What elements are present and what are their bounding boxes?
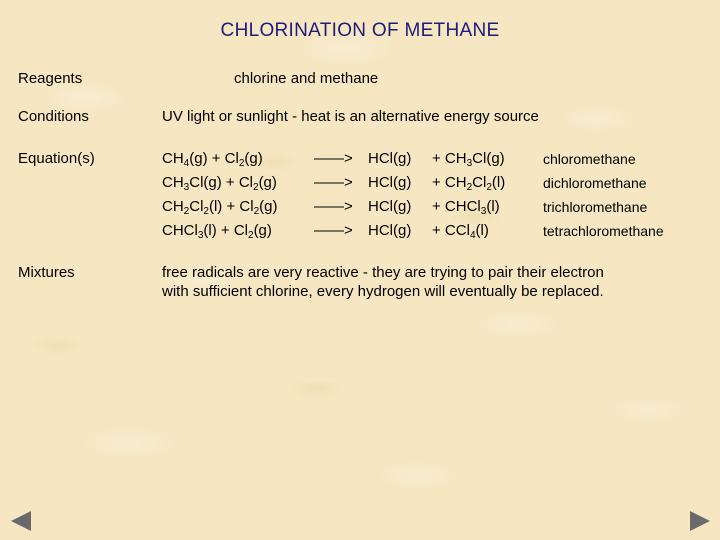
equations-label: Equation(s): [18, 150, 95, 167]
equation-product-name: chloromethane: [543, 151, 636, 167]
equation-product-name: trichloromethane: [543, 199, 648, 215]
previous-slide-button[interactable]: [11, 511, 31, 531]
equation-product-2: + CCl$_4$(l): [432, 222, 489, 241]
equation-product-2: + CHCl$_3$(l): [432, 198, 500, 217]
equation-product-1: HCl(g): [368, 174, 412, 191]
equation-reactants: $CH_3Cl(g) + Cl_2(g)$: [162, 174, 277, 193]
page-title: CHLORINATION OF METHANE: [220, 20, 500, 41]
equation-product-2: + $CH_3Cl(g)$: [432, 150, 505, 169]
equation-product-2: + $CH_2Cl_2(l)$: [432, 174, 506, 193]
equation-product-1: HCl(g): [368, 198, 412, 215]
mixtures-label: Mixtures: [18, 264, 75, 281]
mixtures-line-1: free radicals are very reactive - they are trying to pair their electron: [162, 264, 604, 281]
conditions-value: UV light or sunlight - heat is an alternative energy source: [162, 108, 539, 125]
reagents-label: Reagents: [18, 70, 83, 87]
equation-arrow: ——>: [314, 150, 353, 167]
equation-reactants: $CH_2Cl_2(l) + Cl_2(g)$: [162, 198, 278, 217]
conditions-label: Conditions: [18, 108, 89, 125]
next-slide-button[interactable]: [690, 511, 710, 531]
mixtures-line-2: with sufficient chlorine, every hydrogen will eventually be replaced.: [162, 283, 604, 300]
equation-product-1: HCl(g): [368, 222, 412, 239]
equation-product-name: tetrachloromethane: [543, 223, 664, 239]
equation-arrow: ——>: [314, 222, 353, 239]
reagents-value: chlorine and methane: [234, 70, 379, 87]
equation-arrow: ——>: [314, 198, 353, 215]
equation-arrow: ——>: [314, 174, 353, 191]
equation-product-name: dichloromethane: [543, 175, 647, 191]
equation-reactants: CHCl$_3$(l) + $Cl_2(g)$: [162, 222, 272, 241]
equation-product-1: HCl(g): [368, 150, 412, 167]
equation-reactants: $CH_4(g) + Cl_2(g)$: [162, 150, 263, 169]
